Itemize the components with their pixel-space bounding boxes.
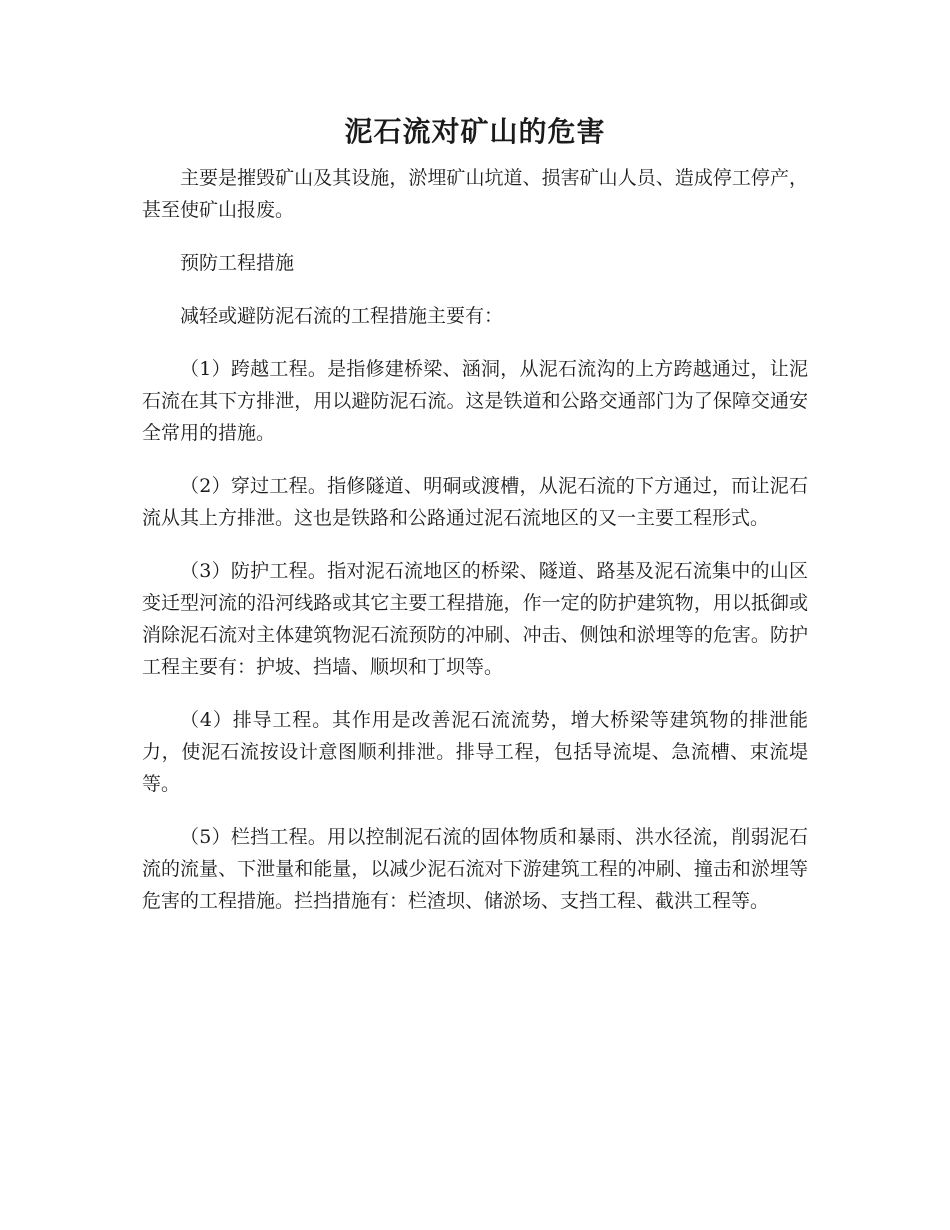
paragraph-item-2: （2）穿过工程。指修隧道、明硐或渡槽，从泥石流的下方通过，而让泥石流从其上方排泄。这也是铁路和公路通过泥石流地区的又一主要工程形式。 bbox=[142, 475, 808, 529]
document-body bbox=[142, 162, 808, 938]
paragraph-measures-lead: 减轻或避防泥石流的工程措施主要有： bbox=[180, 305, 504, 327]
paragraph-item-4: （4）排导工程。其作用是改善泥石流流势，增大桥梁等建筑物的排泄能力，使泥石流按设计意图顺利排泄。排导工程，包括导流堤、急流槽、束流堤等。 bbox=[142, 709, 808, 795]
paragraph-item-5: （5）栏挡工程。用以控制泥石流的固体物质和暴雨、洪水径流，削弱泥石流的流量、下泄量和能量，以减少泥石流对下游建筑工程的冲刷、撞击和淤埋等危害的工程措施。拦挡措施有：栏渣坝、储淤场、支挡工程、截洪工程等。 bbox=[142, 826, 808, 912]
paragraph-heading-prevention: 预防工程措施 bbox=[180, 252, 295, 274]
paragraph-intro: 主要是摧毁矿山及其设施，淤埋矿山坑道、损害矿山人员、造成停工停产，甚至使矿山报废。 bbox=[142, 167, 808, 221]
page-title: 泥石流对矿山的危害 bbox=[344, 115, 606, 148]
paragraph-item-3: （3）防护工程。指对泥石流地区的桥梁、隧道、路基及泥石流集中的山区变迁型河流的沿河线路或其它主要工程措施，作一定的防护建筑物，用以抵御或消除泥石流对主体建筑物泥石流预防的冲刷、冲击、侧蚀和淤埋等的危害。防护工程主要有：护坡、挡墙、顺坝和丁坝等。 bbox=[142, 560, 808, 678]
paragraph-item-1: （1）跨越工程。是指修建桥梁、涵洞，从泥石流沟的上方跨越通过，让泥石流在其下方排泄，用以避防泥石流。这是铁道和公路交通部门为了保障交通安全常用的措施。 bbox=[142, 358, 808, 444]
